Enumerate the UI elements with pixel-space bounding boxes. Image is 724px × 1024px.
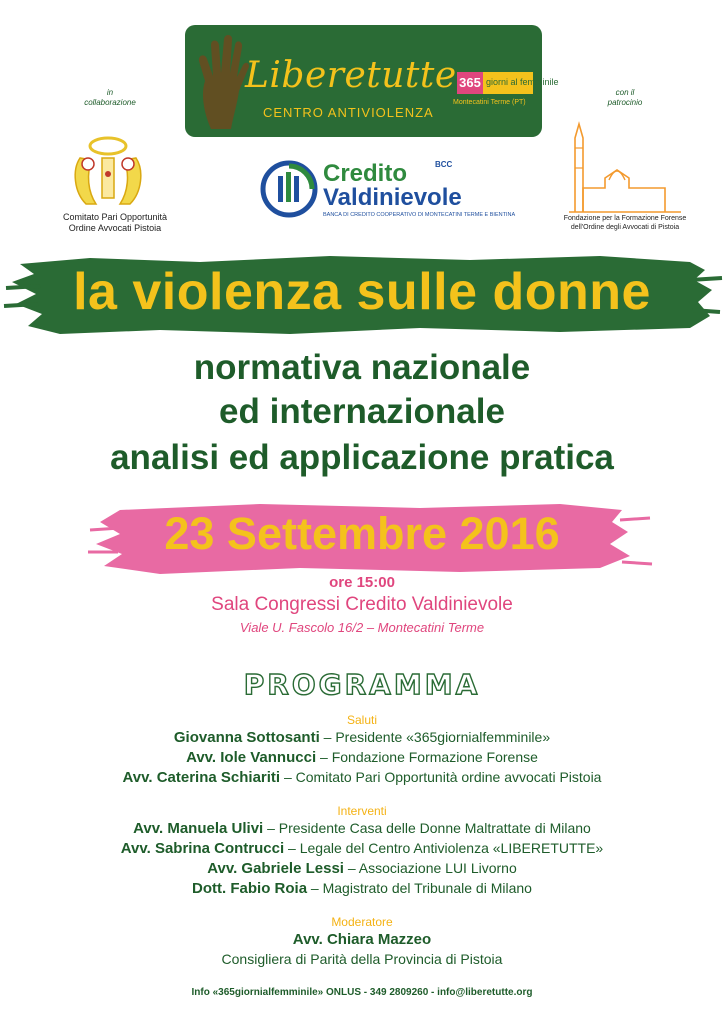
fondazione-line1: Fondazione per la Formazione Forense	[563, 215, 687, 222]
speaker-role: – Presidente «365giornialfemminile»	[319, 729, 551, 745]
speaker-role: – Fondazione Formazione Forense	[316, 749, 538, 765]
collab-caption-line2: collaborazione	[84, 98, 136, 107]
logo-name: Liberetutte	[245, 55, 457, 96]
badge-365	[457, 72, 559, 94]
collab-caption-line1: in	[106, 88, 114, 97]
patrocinio-caption	[585, 88, 665, 108]
fondazione-line2: dell'Ordine degli Avvocati di Pistoia	[570, 224, 680, 231]
comitato-line1: Comitato Pari Opportunità	[62, 212, 168, 222]
bank-name-line2: Valdinievole	[323, 184, 462, 211]
bank-logo	[260, 158, 516, 224]
event-venue: Sala Congressi Credito Valdinievole	[211, 594, 513, 615]
event-date: 23 Settembre 2016	[164, 508, 560, 559]
saluti-item	[0, 729, 724, 746]
interventi-item	[0, 860, 724, 877]
badge-365-text: giorni al femminile	[486, 77, 559, 87]
patrocinio-caption-line1: con il	[615, 88, 635, 97]
speaker-name: Avv. Manuela Ulivi	[133, 820, 264, 837]
bank-emblem-icon	[260, 160, 318, 218]
comitato-emblem-icon	[68, 130, 148, 208]
moderatore-name	[0, 931, 724, 948]
subtitle-line2: ed internazionale	[219, 392, 505, 431]
moderatore-label: Moderatore	[331, 915, 393, 929]
programma-heading: PROGRAMMA	[243, 668, 481, 701]
saluti-label: Saluti	[346, 713, 378, 727]
badge-365-number: 365	[457, 72, 483, 94]
speaker-role: – Magistrato del Tribunale di Milano	[307, 880, 532, 896]
speaker-name: Avv. Iole Vannucci	[186, 749, 317, 766]
collaboration-caption	[70, 88, 150, 108]
bank-name-line1: Credito	[323, 160, 407, 187]
speaker-name: Dott. Fabio Roia	[192, 880, 308, 897]
saluti-item	[0, 749, 724, 766]
comitato-line2: Ordine Avvocati Pistoia	[68, 223, 162, 233]
comitato-caption	[40, 212, 190, 234]
main-title: la violenza sulle donne	[73, 263, 651, 321]
logo-place: Montecatini Terme (PT)	[453, 99, 526, 106]
speaker-name: Giovanna Sottosanti	[173, 729, 320, 746]
moderatore-role: Consigliera di Parità della Provincia di Pistoia	[221, 951, 503, 967]
subtitle-line1: normativa nazionale	[193, 348, 531, 387]
subtitle-line3: analisi ed applicazione pratica	[110, 438, 614, 477]
interventi-label: Interventi	[337, 804, 387, 818]
speaker-role: – Legale del Centro Antiviolenza «LIBERETUTTE»	[284, 840, 604, 856]
speaker-role: – Associazione LUI Livorno	[343, 860, 517, 876]
speaker-role: – Presidente Casa delle Donne Maltrattate di Milano	[263, 820, 591, 836]
event-time: ore 15:00	[329, 574, 395, 591]
fondazione-caption	[545, 214, 705, 232]
event-address: Viale U. Fascolo 16/2 – Montecatini Terme	[239, 620, 485, 635]
footer-info: Info «365giornialfemminile» ONLUS - 349 2809260 - info@liberetutte.org	[191, 987, 533, 998]
bcc-badge: BCC	[435, 160, 453, 169]
interventi-item	[0, 840, 724, 857]
bank-tagline: BANCA DI CREDITO COOPERATIVO DI MONTECATINI TERME E BIENTINA	[323, 212, 516, 218]
speaker-name: Avv. Sabrina Contrucci	[120, 840, 285, 857]
speaker-name: Avv. Chiara Mazzeo	[292, 931, 432, 948]
patrocinio-caption-line2: patrocinio	[607, 98, 643, 107]
speaker-name: Avv. Gabriele Lessi	[207, 860, 344, 877]
speaker-role: – Comitato Pari Opportunità ordine avvocati Pistoia	[280, 769, 602, 785]
liberetutte-logo	[185, 25, 559, 137]
interventi-item	[0, 880, 724, 897]
saluti-item	[0, 769, 724, 786]
tower-icon	[565, 118, 685, 214]
logo-subtitle: CENTRO ANTIVIOLENZA	[263, 105, 434, 120]
interventi-item	[0, 820, 724, 837]
hand-print-icon	[193, 31, 253, 131]
speaker-name: Avv. Caterina Schiariti	[122, 769, 281, 786]
